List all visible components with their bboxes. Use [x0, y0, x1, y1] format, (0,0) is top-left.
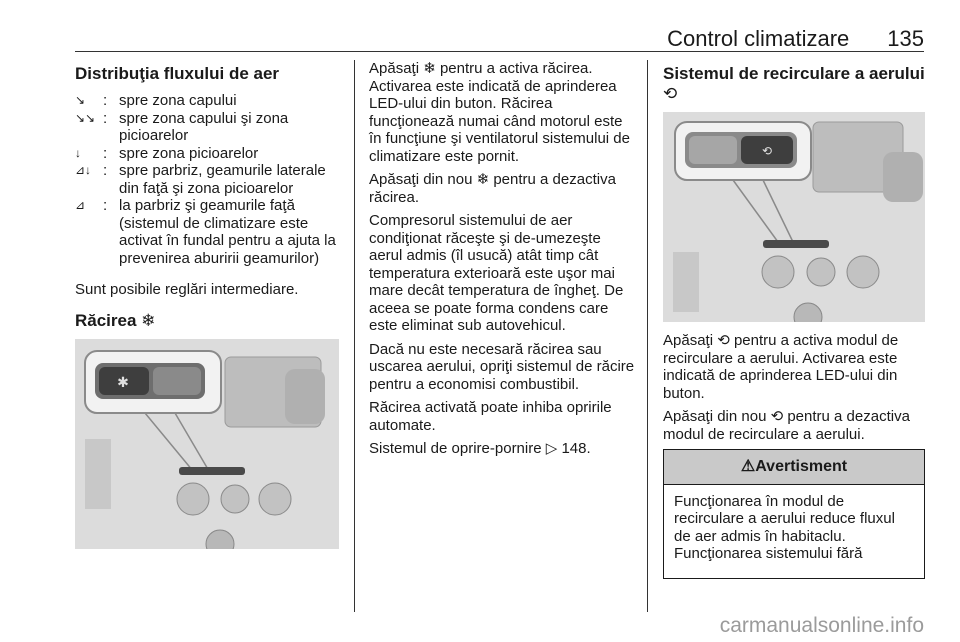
column-divider-2	[647, 60, 648, 612]
column-divider-1	[354, 60, 355, 612]
item-description: spre zona capului	[119, 92, 237, 109]
text-press: Apăsaţi	[663, 332, 714, 349]
recirculation-icon: ⟲	[663, 84, 678, 103]
text-press-again: Apăsaţi din nou	[369, 171, 473, 188]
page-ref[interactable]: 148.	[561, 440, 591, 457]
text-deactivate-recirculation: pentru a dezactiva modul de recirculare a aerului.	[663, 408, 910, 443]
text-press-again: Apăsaţi din nou	[663, 408, 767, 425]
air-to-windscreen-icon: ⊿	[75, 198, 86, 212]
recirculation-icon: ⟲	[717, 332, 730, 349]
ac-button-photo	[75, 339, 339, 549]
air-distribution-item	[75, 197, 343, 267]
recirculation-heading-text: Sistemul de recirculare a aerului	[663, 64, 925, 83]
column-2	[369, 60, 635, 464]
warning-header	[664, 450, 924, 485]
text-deactivate-cooling: pentru a dezactiva răcirea.	[369, 171, 616, 206]
air-distribution-heading: Distribuţia fluxului de aer	[75, 64, 280, 83]
column-3	[663, 60, 925, 579]
recirculation-heading	[663, 64, 925, 104]
cooling-heading-text: Răcirea	[75, 310, 137, 330]
air-to-feet-icon: ↓	[75, 145, 81, 160]
cooling-heading	[75, 311, 343, 331]
air-to-windscreen-and-feet-icon: ⊿↓	[75, 163, 92, 177]
warning-box	[663, 449, 925, 579]
text-stop-start: Sistemul de oprire-pornire	[369, 440, 542, 457]
economy-text: Dacă nu este necesară răcirea sau uscarea aerului, opriţi sistemul de răcire pentru a economisi combustibil.	[369, 340, 635, 393]
header-rule	[75, 51, 924, 52]
air-distribution-list	[75, 92, 343, 267]
air-distribution-item	[75, 145, 343, 163]
recirculation-icon: ⟲	[770, 408, 784, 425]
item-description: spre zona capului şi zona picioarelor	[119, 109, 289, 144]
cooling-activate-text	[369, 60, 635, 165]
snowflake-icon: ❄	[476, 171, 490, 188]
snowflake-icon: ❄	[423, 60, 436, 77]
page-ref-icon: ▷	[545, 440, 558, 457]
autostop-text: Răcirea activată poate inhiba opririle automate.	[369, 399, 612, 434]
air-to-head-icon: ↘	[75, 93, 86, 107]
page-number: 135	[887, 26, 924, 51]
stop-start-reference	[369, 440, 635, 458]
air-to-head-and-feet-icon: ↘↘	[75, 110, 96, 125]
chapter-title: Control climatizare	[667, 26, 850, 51]
warning-text: Funcţionarea în modul de recirculare a aerului reduce fluxul de aer admis în habitaclu. Funcţionarea sistemului fără	[674, 492, 895, 562]
air-distribution-item	[75, 162, 343, 197]
compressor-text: Compresorul sistemului de aer condiţionat răceşte şi de-umezeşte aerul admis (îl usucă) atât timp cât temperatura exterioară este uşor mai mare decât temperatura de îngheţ. De aceea se poate forma condens care este eliminat sub autovehicul.	[369, 212, 624, 334]
warning-title: Avertisment	[755, 458, 848, 475]
intermediate-text: Sunt posibile reglări intermediare.	[75, 281, 299, 298]
ac-button-illustration	[75, 339, 339, 549]
item-description: spre zona picioarelor	[119, 144, 259, 162]
air-distribution-item	[75, 110, 343, 145]
warning-icon: ⚠	[740, 458, 756, 475]
item-description: la parbriz şi geamurile faţă (sistemul de climatizare este activat în fundal pentru a ajuta la prevenirea aburirii geamurilor)	[119, 197, 336, 267]
recirculation-deactivate-text	[663, 408, 925, 443]
item-separator: :	[103, 92, 108, 109]
item-separator: :	[103, 197, 108, 214]
recirculation-activate-text	[663, 332, 925, 402]
item-description: spre parbriz, geamurile laterale din faţă şi zona picioarelor	[119, 162, 326, 197]
text-activate-recirculation: pentru a activa modul de recirculare a aerului. Activarea este indicată de aprinderea LED-ului din buton.	[663, 332, 899, 402]
recirculation-button-photo	[663, 112, 925, 322]
text-activate-cooling: pentru a activa răcirea. Activarea este indicată de aprinderea LED-ului din buton. Răcirea funcţionează numai când motorul este în funcţiune şi ventilatorul sistemului de climatizare este pornit.	[369, 60, 630, 165]
snowflake-icon: ❄	[141, 310, 156, 330]
item-separator: :	[103, 144, 108, 162]
svg-text:⟲: ⟲	[761, 144, 773, 158]
svg-text:✱: ✱	[117, 373, 129, 390]
column-1	[75, 60, 343, 549]
cooling-deactivate-text	[369, 171, 635, 206]
air-distribution-item	[75, 92, 343, 110]
watermark: carmanualsonline.info	[719, 614, 924, 637]
recirculation-button-illustration	[663, 112, 925, 322]
text-press: Apăsaţi	[369, 60, 420, 77]
item-separator: :	[103, 162, 108, 179]
page-header	[667, 26, 924, 52]
item-separator: :	[103, 109, 108, 127]
